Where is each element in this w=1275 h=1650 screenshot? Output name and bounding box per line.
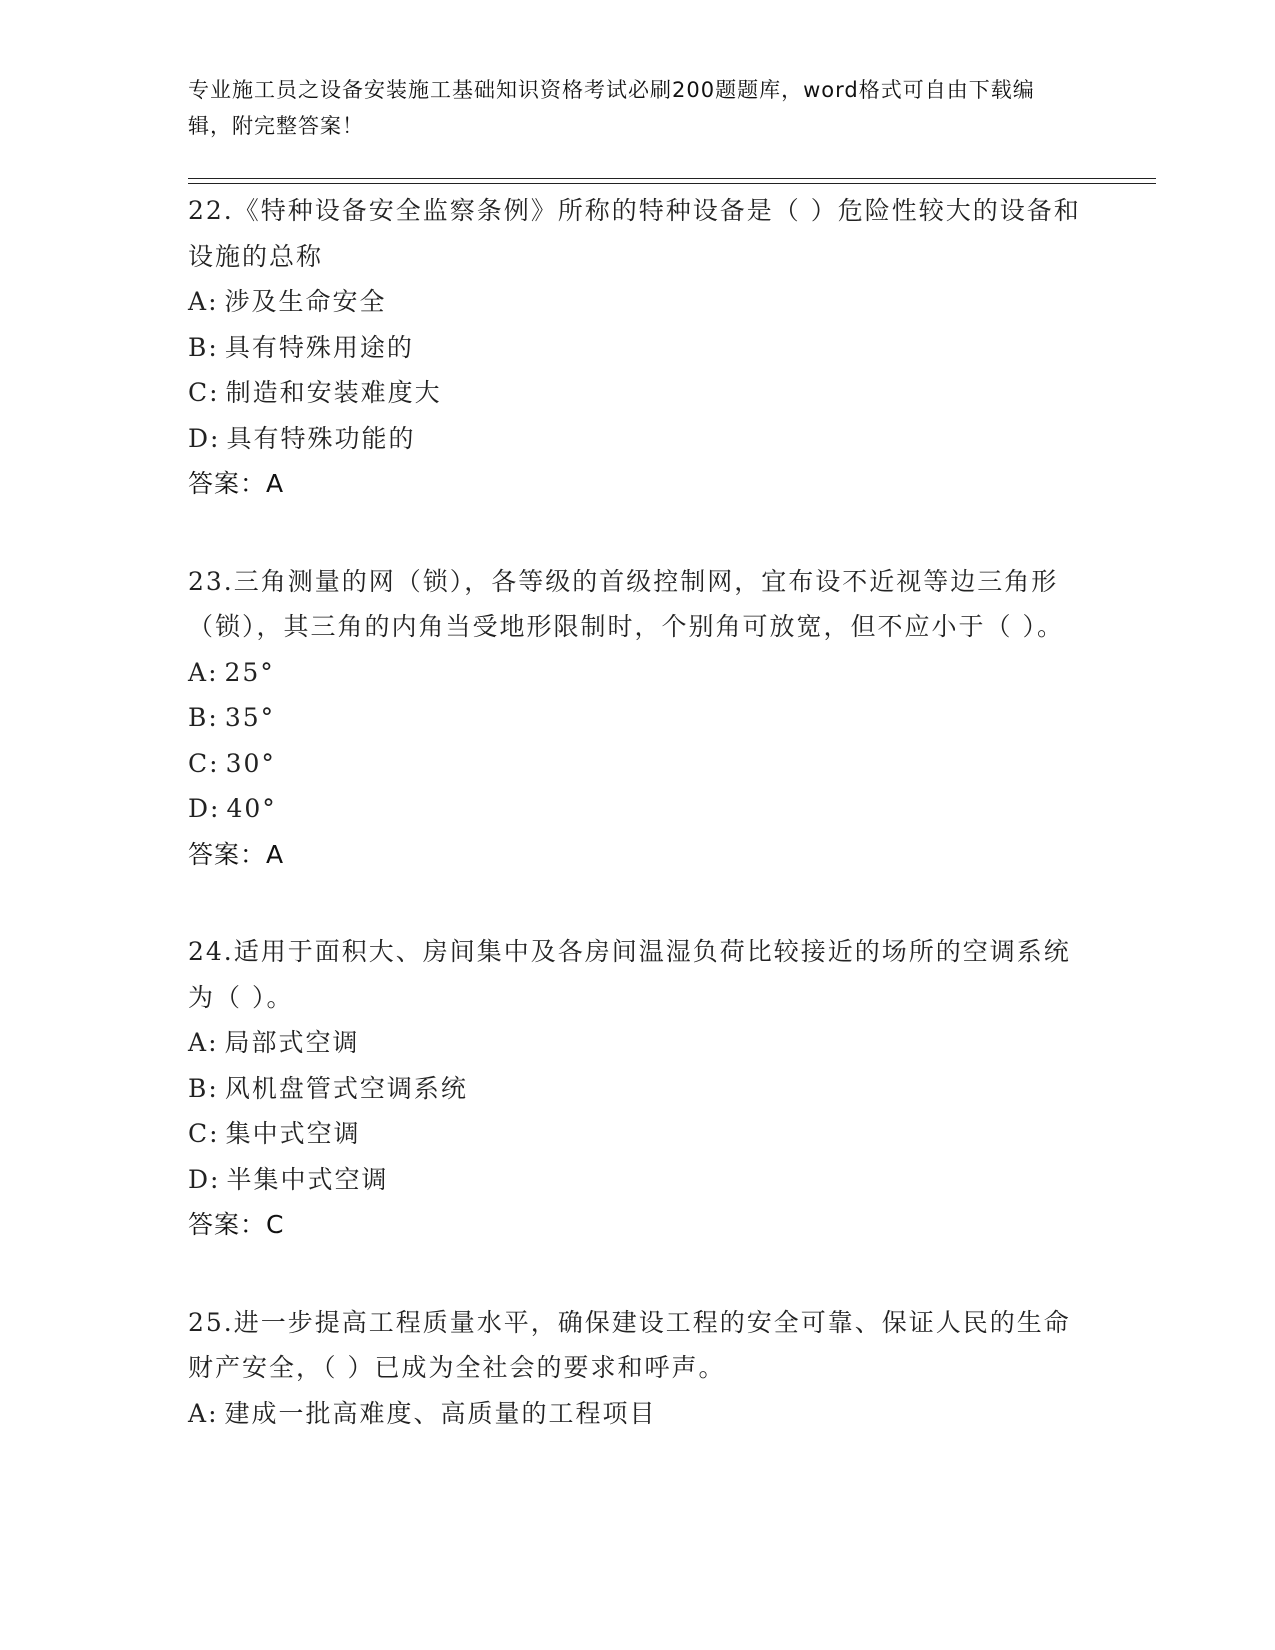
option-text: 30° [225,748,276,778]
option-c: C: 制造和安装难度大 [188,370,1088,416]
option-b: B: 35° [188,695,1088,741]
option-text: 涉及生命安全 [224,287,387,316]
option-c: C: 30° [188,741,1088,787]
answer-line: 答案：A [188,469,285,498]
question-24 [188,929,1088,1248]
header-divider-bottom [188,183,1156,184]
question-25 [188,1300,1088,1437]
option-letter: D [188,1164,211,1194]
option-text: 制造和安装难度大 [225,378,442,407]
option-a: A: 局部式空调 [188,1020,1088,1066]
option-d: D: 具有特殊功能的 [188,416,1088,462]
option-letter: D [188,423,211,453]
question-text: 24.适用于面积大、房间集中及各房间温湿负荷比较接近的场所的空调系统为（ ）。 [188,937,1071,1012]
option-b: B: 具有特殊用途的 [188,325,1088,371]
option-a: A: 建成一批高难度、高质量的工程项目 [188,1391,1088,1437]
option-text: 具有特殊功能的 [226,423,416,453]
option-d: D: 半集中式空调 [188,1157,1088,1203]
option-letter: A [188,1398,209,1428]
option-text: 风机盘管式空调系统 [224,1073,468,1103]
option-text: 半集中式空调 [226,1164,389,1194]
option-text: 局部式空调 [224,1028,360,1057]
option-text: 建成一批高难度、高质量的工程项目 [224,1398,657,1428]
option-c: C: 集中式空调 [188,1111,1088,1157]
answer-line: 答案：C [188,1210,285,1239]
option-text: 具有特殊用途的 [224,332,414,362]
option-letter: A [188,657,209,687]
option-letter: D [188,794,211,823]
option-text: 40° [226,794,277,823]
option-a: A: 25° [188,650,1088,696]
answer-line: 答案：A [188,839,285,869]
question-text: 25.进一步提高工程质量水平，确保建设工程的安全可靠、保证人民的生命财产安全，（ ）已成为全社会的要求和呼声。 [188,1307,1071,1382]
option-letter: A [188,1028,209,1057]
option-letter: A [188,287,209,316]
option-letter: B [188,332,209,362]
option-d: D: 40° [188,786,1088,832]
option-text: 35° [224,703,276,732]
option-a: A: 涉及生命安全 [188,279,1088,325]
option-letter: C [188,1119,210,1148]
question-text: 22.《特种设备安全监察条例》所称的特种设备是（ ）危险性较大的设备和设施的总称 [188,196,1081,271]
option-text: 25° [224,657,275,687]
question-23 [188,559,1088,878]
option-letter: B [188,703,209,732]
question-list [188,188,1088,1488]
option-text: 集中式空调 [225,1119,361,1148]
header-divider-top [188,178,1156,179]
question-text: 23.三角测量的网（锁），各等级的首级控制网，宜布设不近视等边三角形（锁），其三角的内角当受地形限制时，个别角可放宽，但不应小于（ ）。 [188,566,1064,641]
option-letter: C [188,748,210,778]
option-b: B: 风机盘管式空调系统 [188,1066,1088,1112]
document-header: 专业施工员之设备安装施工基础知识资格考试必刷200题题库，word格式可自由下载编辑，附完整答案！ [188,78,1035,138]
question-22 [188,188,1088,507]
option-letter: C [188,378,210,407]
option-letter: B [188,1073,209,1103]
